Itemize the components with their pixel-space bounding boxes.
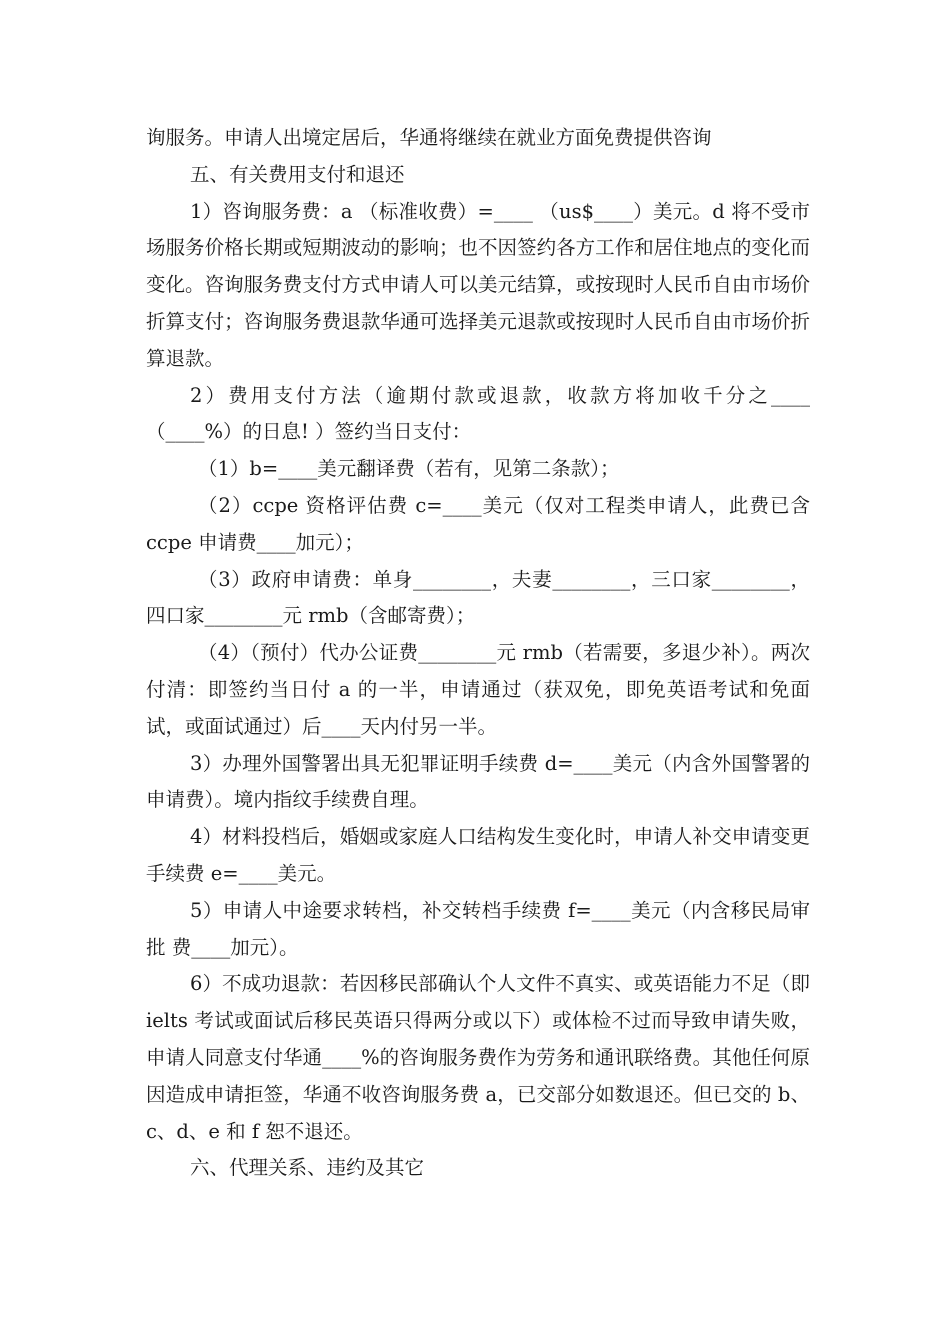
section-heading-six: 六、代理关系、违约及其它: [190, 1156, 425, 1180]
clause-1-consulting-fee: 1）咨询服务费：a （标准收费）=____ （us$____）美元。d 将不受市场服务价格长期或短期波动的影响；也不因签约各方工作和居住地点的变化而变化。咨询服务费支付方式申请人可以美元结算，或按现时人民币自由市场价折算支付；咨询服务费退款华通可选择美元退款或按现时人民币自由市场价折算退款。: [146, 199, 810, 370]
subclause-3-government-fee: （3）政府申请费：单身________，夫妻________，三口家________，四口家________元 rmb（含邮寄费）；: [146, 567, 810, 628]
section-heading-five: 五、有关费用支付和退还: [190, 162, 405, 186]
paragraph-continuation: 询服务。申请人出境定居后，华通将继续在就业方面免费提供咨询: [146, 126, 712, 149]
subclause-4-notary-fee: （4）（预付）代办公证费________元 rmb（若需要，多退少补）。两次付清：即签约当日付 a 的一半，申请通过（获双免，即免英语考试和免面试，或面试通过）后____天内付另一半。: [146, 641, 810, 738]
subclause-1-translation-fee: （1）b=____美元翻译费（若有，见第二条款）；: [198, 457, 620, 481]
document-body: [146, 120, 810, 1187]
subclause-2-ccpe-fee: （2）ccpe 资格评估费 c=____美元（仅对工程类申请人，此费已含 ccpe 申请费____加元）；: [146, 493, 810, 554]
clause-3-police-certificate-fee: 3）办理外国警署出具无犯罪证明手续费 d=____美元（内含外国警署的申请费）。境内指纹手续费自理。: [146, 751, 810, 812]
clause-2-payment-method: 2）费用支付方法（逾期付款或退款，收款方将加收千分之____（____%）的日息! ）签约当日支付：: [146, 383, 810, 444]
clause-6-refund-policy: 6）不成功退款：若因移民部确认个人文件不真实、或英语能力不足（即 ielts 考试或面试后移民英语只得两分或以下）或体检不过而导致申请失败，申请人同意支付华通____%的咨询服务费作为劳务和通讯联络费。其他任何原因造成申请拒签，华通不收咨询服务费 a，已交部分如数退还。但已交的 b、c、d、e 和 f 恕不退还。: [146, 972, 810, 1143]
clause-4-change-fee: 4）材料投档后，婚姻或家庭人口结构发生变化时，申请人补交申请变更手续费 e=____美元。: [146, 825, 810, 885]
clause-5-transfer-fee: 5）申请人中途要求转档，补交转档手续费 f=____美元（内含移民局审批 费____加元）。: [146, 898, 810, 959]
